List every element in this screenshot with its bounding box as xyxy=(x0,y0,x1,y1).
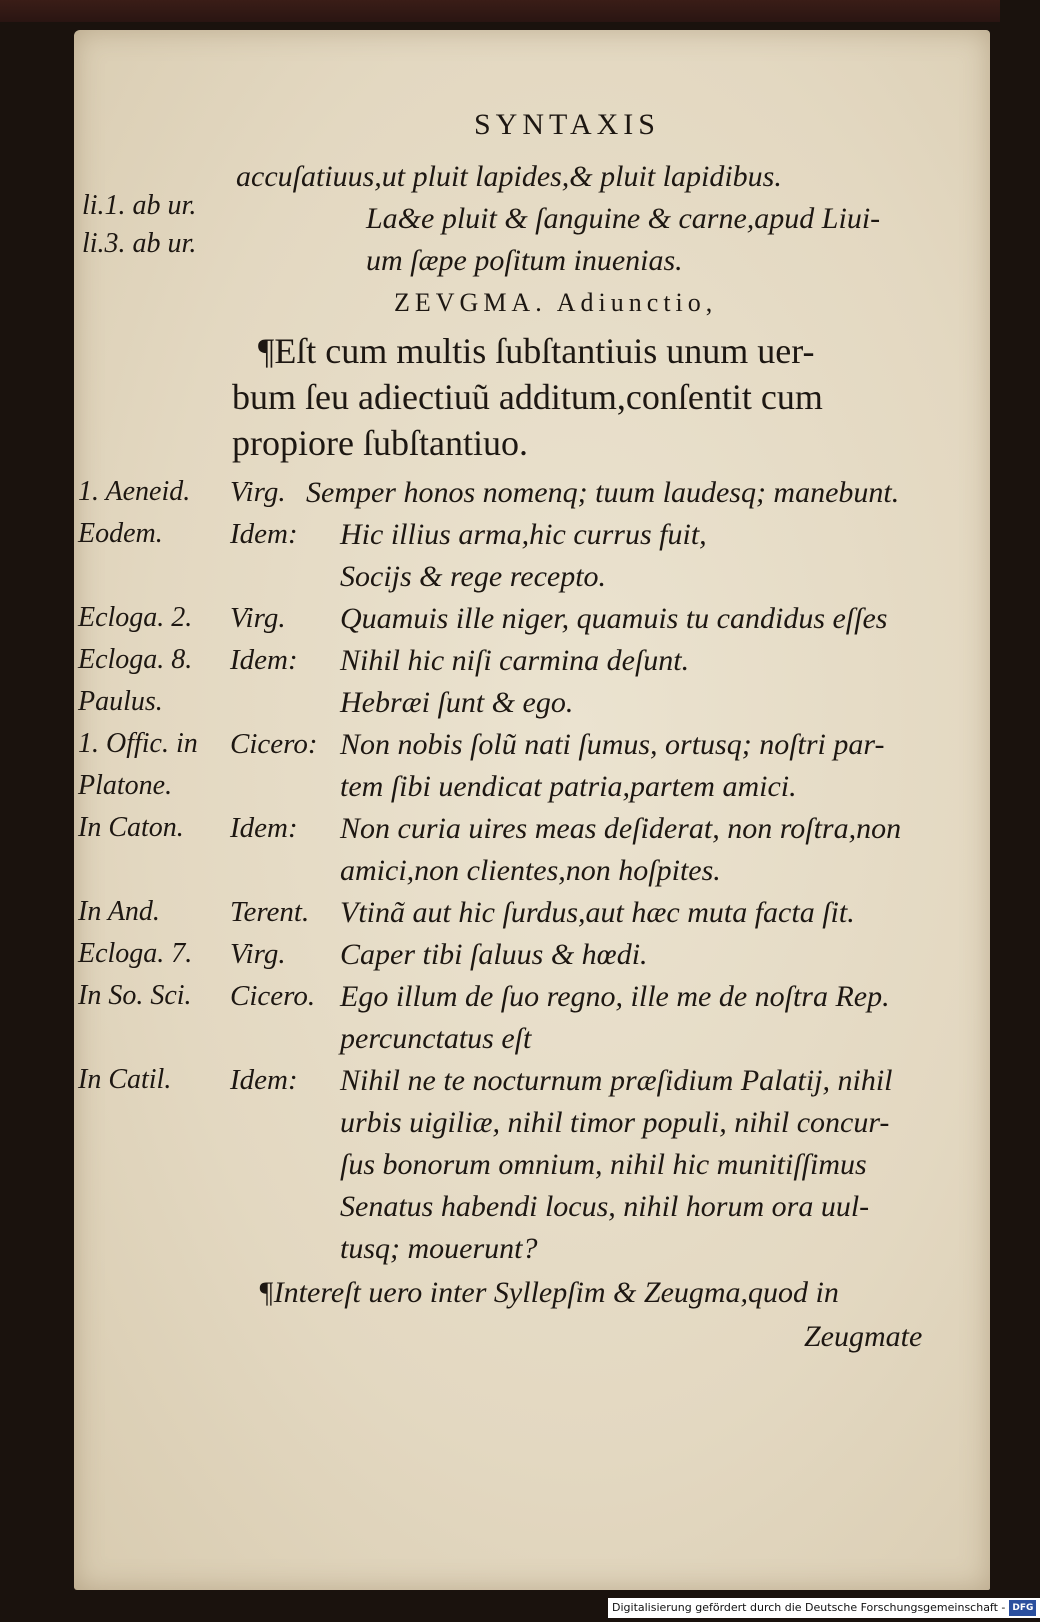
margin-note-14: Platone. xyxy=(78,770,173,801)
author-17: Terent. xyxy=(230,896,310,928)
text-line-13: Non nobis ſolũ nati ſumus, ortusq; noſtri par- xyxy=(340,728,885,761)
margin-note-10: Ecloga. 2. xyxy=(78,602,193,633)
text-line-19: Ego illum de ſuo regno, ille me de noſtra Rep. xyxy=(340,980,890,1013)
margin-note-1: li.1. ab ur. xyxy=(82,190,197,221)
author-13: Cicero: xyxy=(230,728,318,760)
author-21: Idem: xyxy=(230,1064,298,1096)
catchword: Zeugmate xyxy=(804,1320,923,1353)
margin-note-21: In Catil. xyxy=(78,1064,172,1095)
running-title: SYNTAXIS xyxy=(474,108,660,141)
text-line-9: Socijs & rege recepto. xyxy=(340,560,607,593)
definition-line-2: bum ſeu adiectiuũ additum,conſentit cum xyxy=(232,377,823,417)
section-heading-zeugma: ZEVGMA. Adiunctio, xyxy=(394,288,718,317)
author-19: Cicero. xyxy=(230,980,316,1012)
author-8: Idem: xyxy=(230,518,298,550)
margin-note-13: 1. Offic. in xyxy=(78,728,198,759)
text-line-23: ſus bonorum omnium, nihil hic munitiſſimus xyxy=(340,1148,867,1181)
text-line-8: Hic illius arma,hic currus fuit, xyxy=(340,518,707,551)
text-line-18: Caper tibi ſaluus & hœdi. xyxy=(340,938,648,971)
text-line-0: accuſatiuus,ut pluit lapides,& pluit lapidibus. xyxy=(236,160,782,193)
text-line-11: Nihil hic niſi carmina deſunt. xyxy=(340,644,690,677)
text-line-17: Vtinã aut hic ſurdus,aut hæc muta facta ſit. xyxy=(340,896,855,929)
book-top-edge xyxy=(0,0,1000,22)
author-18: Virg. xyxy=(230,938,286,970)
text-line-1: La&e pluit & ſanguine & carne,apud Liui- xyxy=(366,202,881,235)
digitization-credit xyxy=(608,1598,1040,1618)
text-line-24: Senatus habendi locus, nihil horum ora uul- xyxy=(340,1190,870,1223)
margin-note-8: Eodem. xyxy=(78,518,163,549)
margin-note-19: In So. Sci. xyxy=(78,980,192,1011)
text-line-10: Quamuis ille niger, quamuis tu candidus eſſes xyxy=(340,602,888,635)
text-line-15: Non curia uires meas deſiderat, non roſtra,non xyxy=(340,812,902,845)
text-line-26: ¶Intereſt uero inter Syllepſim & Zeugma,quod in xyxy=(258,1276,839,1309)
definition-line-1: ¶Eſt cum multis ſubſtantiuis unum uer- xyxy=(258,331,815,371)
text-line-22: urbis uigiliæ, nihil timor populi, nihil concur- xyxy=(340,1106,890,1139)
book-page xyxy=(74,30,990,1590)
margin-note-11: Ecloga. 8. xyxy=(78,644,193,675)
text-line-2: um ſæpe poſitum inuenias. xyxy=(366,244,683,277)
author-11: Idem: xyxy=(230,644,298,676)
text-line-7: Semper honos nomenq; tuum laudesq; manebunt. xyxy=(306,476,900,509)
dfg-logo: DFG xyxy=(1009,1600,1036,1616)
text-line-16: amici,non clientes,non hoſpites. xyxy=(340,854,721,887)
definition-line-3: propiore ſubſtantiuo. xyxy=(232,423,528,463)
text-line-20: percunctatus eſt xyxy=(340,1022,532,1055)
margin-note-18: Ecloga. 7. xyxy=(78,938,193,969)
text-line-25: tusq; mouerunt? xyxy=(340,1232,538,1265)
author-7: Virg. xyxy=(230,476,286,508)
credit-text: Digitalisierung gefördert durch die Deutsche Forschungsgemeinschaft - xyxy=(612,1601,1006,1614)
margin-note-17: In And. xyxy=(78,896,160,927)
margin-note-7: 1. Aeneid. xyxy=(78,476,191,507)
author-15: Idem: xyxy=(230,812,298,844)
text-line-12: Hebræi ſunt & ego. xyxy=(340,686,574,719)
margin-note-2: li.3. ab ur. xyxy=(82,228,197,259)
text-line-14: tem ſibi uendicat patria,partem amici. xyxy=(340,770,797,803)
author-10: Virg. xyxy=(230,602,286,634)
margin-note-15: In Caton. xyxy=(78,812,184,843)
margin-note-12: Paulus. xyxy=(78,686,163,717)
text-line-21: Nihil ne te nocturnum præſidium Palatij, nihil xyxy=(340,1064,893,1097)
